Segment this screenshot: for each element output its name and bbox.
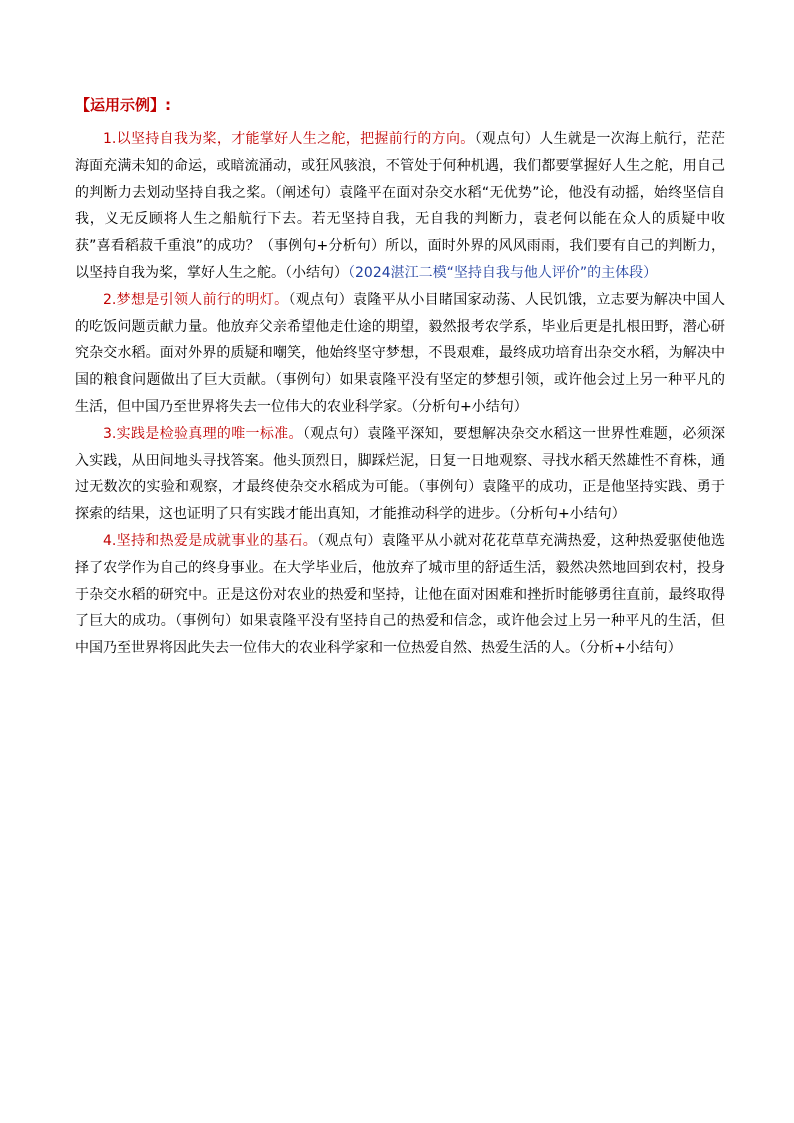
paragraph-4-body: （观点句）袁隆平从小就对花花草草充满热爱，这种热爱驱使他选择了农学作为自己的终身事业。在大学毕业后，他放弃了城市里的舒适生活，毅然决然地回到农村，投身于杂交水稻的研究中。正是这份对农业的热爱和坚持，让他在面对困难和挫折时能够勇往直前，最终取得了巨大的成功。（事例句）如果袁隆平没有坚持自己的热爱和信念，或许他会过上另一种平凡的生活，但中国乃至世界将因此失去一位伟大的农业科学家和一位热爱自然、热爱生活的人。（分析+小结句） bbox=[75, 532, 726, 657]
example-paragraph-2 bbox=[75, 287, 725, 421]
paragraph-3-thesis: 3.实践是检验真理的唯一标准。 bbox=[103, 425, 303, 442]
example-paragraph-4 bbox=[75, 528, 725, 662]
example-paragraph-1 bbox=[75, 126, 725, 287]
paragraph-2-body: （观点句）袁隆平从小目睹国家动荡、人民饥饿，立志要为解决中国人的吃饭问题贡献力量。他放弃父亲希望他走仕途的期望，毅然报考农学系，毕业后更是扎根田野，潜心研究杂交水稻。面对外界的质疑和嘲笑，他始终坚守梦想，不畏艰难，最终成功培育出杂交水稻，为解决中国的粮食问题做出了巨大贡献。（事例句）如果袁隆平没有坚定的梦想引领，或许他会过上另一种平凡的生活，但中国乃至世界将失去一位伟大的农业科学家。（分析句+小结句） bbox=[75, 291, 725, 415]
paragraph-4-thesis: 4.坚持和热爱是成就事业的基石。 bbox=[103, 532, 318, 549]
document-page bbox=[75, 92, 725, 662]
paragraph-1-source: （2024湛江二模“坚持自我与他人评价”的主体段） bbox=[348, 264, 658, 281]
paragraph-2-thesis: 2.梦想是引领人前行的明灯。 bbox=[103, 291, 289, 308]
example-paragraph-3 bbox=[75, 421, 725, 528]
section-heading: 【运用示例】: bbox=[75, 96, 171, 114]
paragraph-1-body: （观点句）人生就是一次海上航行，茫茫海面充满未知的命运，或暗流涌动，或狂风骇浪，不管处于何种机遇，我们都要掌握好人生之舵，用自己的判断力去划动坚持自我之桨。（阐述句）袁隆平在面对杂交水稻“无优势”论，他没有动摇，始终坚信自我，义无反顾将人生之船航行下去。若无坚持自我，无自我的判断力，袁老何以能在众人的质疑中收获”喜看稻菽千重浪”的成功？（事例句+分析句）所以，面时外界的风风雨雨，我们要有自己的判断力，以坚持自我为桨，掌好人生之舵。（小结句） bbox=[75, 131, 726, 281]
paragraph-3-body: （观点句）袁隆平深知，要想解决杂交水稻这一世界性难题，必须深入实践，从田间地头寻找答案。他头顶烈日，脚踩烂泥，日复一日地观察、寻找水稻天然雄性不育株，通过无数次的实验和观察，才最终使杂交水稻成为可能。（事例句）袁隆平的成功，正是他坚持实践、勇于探索的结果，这也证明了只有实践才能出真知，才能推动科学的进步。（分析句+小结句） bbox=[75, 425, 726, 523]
paragraph-1-thesis: 1.以坚持自我为桨，才能掌好人生之舵，把握前行的方向。 bbox=[103, 131, 475, 147]
